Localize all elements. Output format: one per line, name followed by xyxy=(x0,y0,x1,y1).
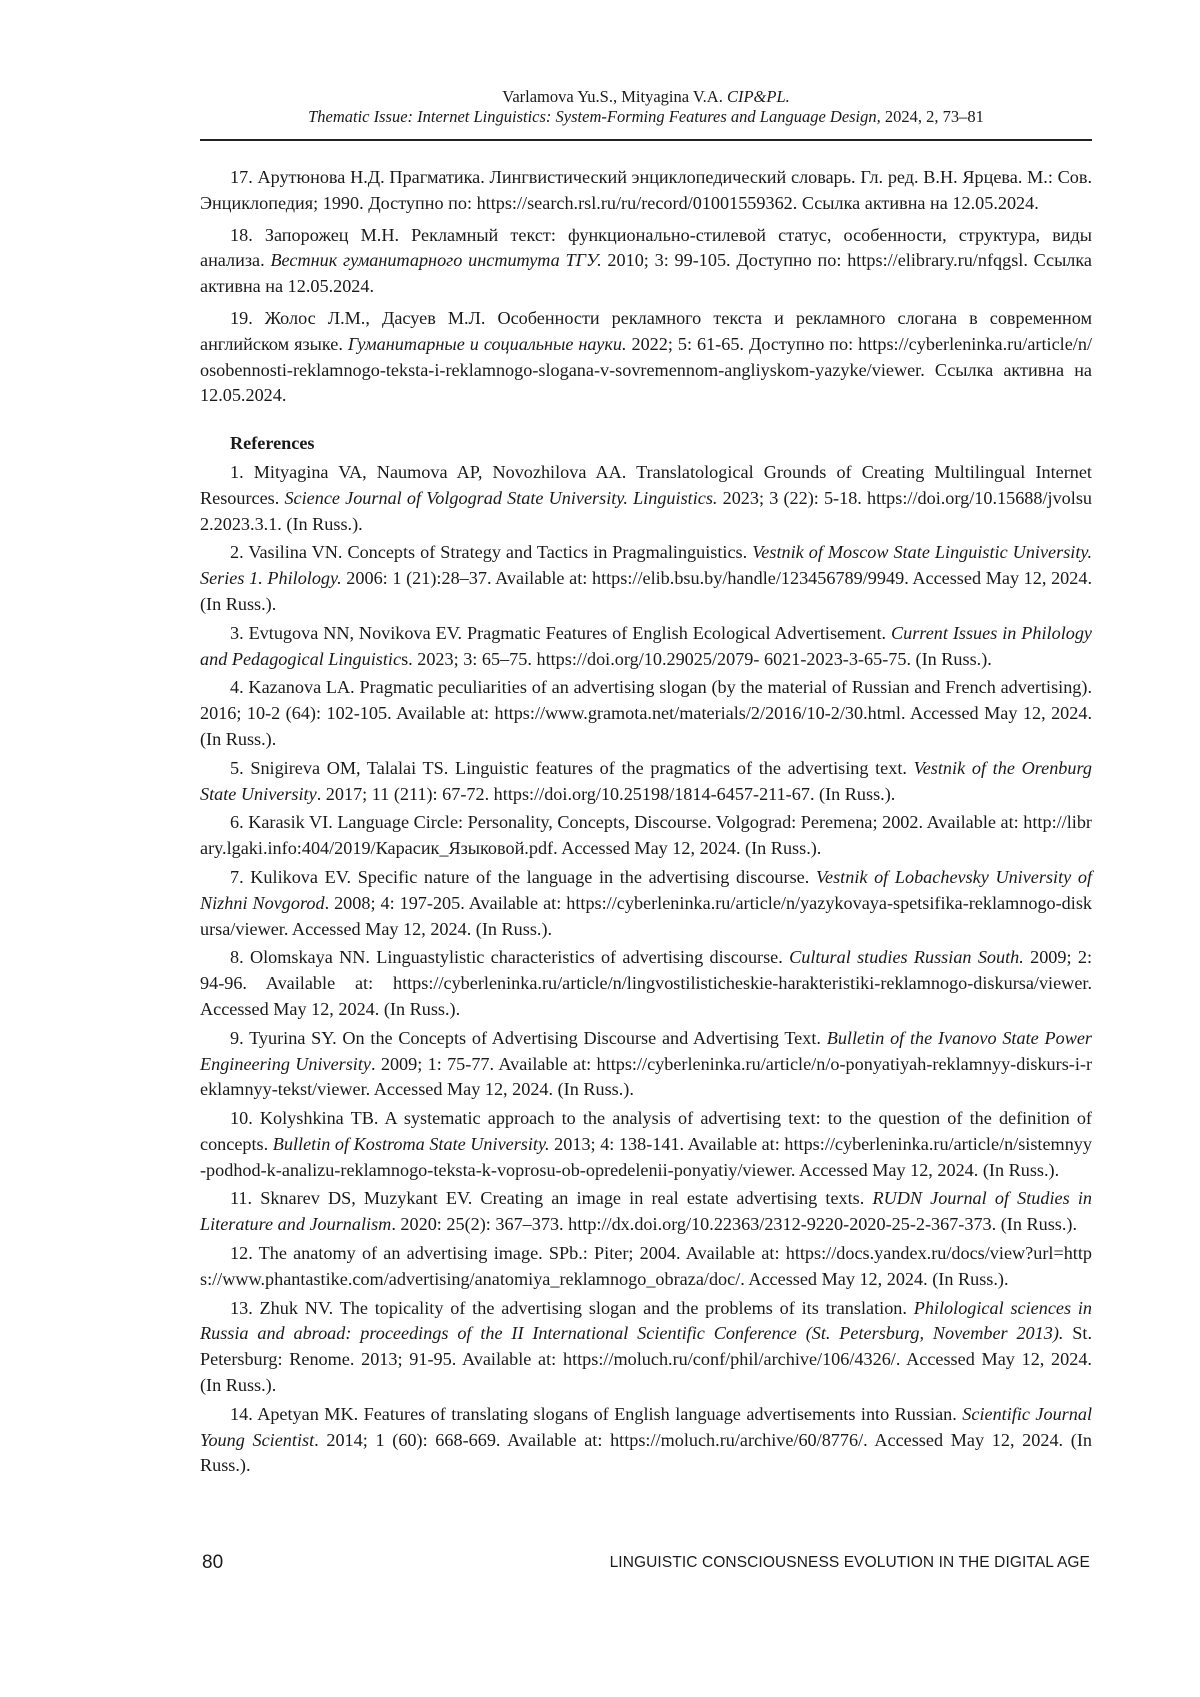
header-line-2 xyxy=(200,107,1092,127)
reference-link[interactable]: https://moluch.ru/conf/phil/archive/106/4326/ xyxy=(562,1349,896,1370)
reference-5: 5. Snigireva OM, Talalai TS. Linguistic features of the pragmatics of the advertising text. Vestnik of the Orenburg State University. 2017; 11 (211): 67-72. https://doi.org/10.25198/1814-6457-211-67. (In Russ.). xyxy=(200,757,1092,804)
reference-journal: Philological sciences in Russia and abroad: proceedings of the II International Scientific Conference (St. Petersburg, November 2013). xyxy=(200,1297,1092,1344)
running-title: LINGUISTIC CONSCIOUSNESS EVOLUTION IN THE DIGITAL AGE xyxy=(609,1554,1090,1571)
reference-journal: Science Journal of Volgograd State University. Linguistics. xyxy=(284,487,718,508)
reference-link[interactable]: https://search.rsl.ru/ru/record/01001559362 xyxy=(476,192,793,213)
header-volume: 2024, 2, 73–81 xyxy=(884,107,984,126)
reference-journal: Вестник гуманитарного института ТГУ. xyxy=(270,250,602,271)
page-footer xyxy=(200,1552,1092,1576)
reference-13: 13. Zhuk NV. The topicality of the advertising slogan and the problems of its translation. Philological sciences in Russia and abroad: proceedings of the II International Scientific Conference (St. Petersburg, November 2013). St. Petersburg: Renome. 2013; 91-95. Available at: https://moluch.ru/conf/phil/archive/106/4326/. Accessed May 12, 2024. (In Russ.). xyxy=(200,1297,1092,1396)
russian-reference-17: 17. Арутюнова Н.Д. Прагматика. Лингвистический энциклопедический словарь. Гл. ред. В.Н. Ярцева. М.: Сов. Энциклопедия; 1990. Доступно по: https://search.rsl.ru/ru/record/01001559362. Ссылка активна на 12.05.2024. xyxy=(200,167,1092,213)
reference-9: 9. Tyurina SY. On the Concepts of Advertising Discourse and Advertising Text. Bulletin of the Ivanovo State Power Engineering University. 2009; 1: 75-77. Available at: https://cyberleninka.ru/article/n/o-ponyatiyah-reklamnyy-diskurs-i-reklamnyy-tekst/viewer. Accessed May 12, 2024. (In Russ.). xyxy=(200,1027,1093,1100)
reference-journal: Bulletin of the Ivanovo State Power Engineering University xyxy=(200,1027,1092,1074)
reference-4: 4. Kazanova LA. Pragmatic peculiarities of an advertising slogan (by the material of Russian and French advertising). 2016; 10-2 (64): 102-105. Available at: https://www.gramota.net/materials/2/2016/10-2/30.html. Accessed May 12, 2024. (In Russ.). xyxy=(200,677,1092,749)
reference-link[interactable]: https://cyberleninka.ru/article/n/lingvostilisticheskie-harakteristiki-reklamnogo-diskursa/viewer xyxy=(392,973,1088,994)
reference-journal: Vestnik of Lobachevsky University of Nizhni Novgorod xyxy=(200,866,1092,913)
references-body xyxy=(200,165,1092,1479)
reference-link[interactable]: https://elibrary.ru/nfqgsl xyxy=(847,250,1024,271)
reference-link[interactable]: https://doi.org/10.15688/jvolsu2.2023.3.1 xyxy=(200,487,1092,534)
reference-link[interactable]: https://moluch.ru/archive/60/8776/ xyxy=(610,1429,864,1450)
reference-11: 11. Sknarev DS, Muzykant EV. Creating an image in real estate advertising texts. RUDN Journal of Studies in Literature and Journalism. 2020: 25(2): 367–373. http://dx.doi.org/10.22363/2312-9220-2020-25-2-367-373. (In Russ.). xyxy=(200,1188,1093,1235)
reference-10: 10. Kolyshkina TB. A systematic approach to the analysis of advertising text: to the question of the definition of concepts. Bulletin of Kostroma State University. 2013; 4: 138-141. Available at: https://cyberleninka.ru/article/n/sistemnyy-podhod-k-analizu-reklamnogo-teksta-k-voprosu-ob-opredelenii-ponyatiy/viewer. Accessed May 12, 2024. (In Russ.). xyxy=(200,1108,1092,1180)
reference-7: 7. Kulikova EV. Specific nature of the language in the advertising discourse. Vestnik of Lobachevsky University of Nizhni Novgorod. 2008; 4: 197-205. Available at: https://cyberleninka.ru/article/n/yazykovaya-spetsifika-reklamnogo-diskursa/viewer. Accessed May 12, 2024. (In Russ.). xyxy=(200,866,1093,939)
reference-journal: Scientific Journal Young Scientist xyxy=(200,1403,1092,1450)
reference-link[interactable]: https://doi.org/10.25198/1814-6457-211-67 xyxy=(493,783,810,804)
russian-reference-18: 18. Запорожец М.Н. Рекламный текст: функционально-стилевой статус, особенности, структура, виды анализа. Вестник гуманитарного института ТГУ. 2010; 3: 99-105. Доступно по: https://elibrary.ru/nfqgsl. Ссылка активна на 12.05.2024. xyxy=(200,224,1093,297)
reference-link[interactable]: https://doi.org/10.29025/2079- 6021-2023-3-65-75 xyxy=(536,648,907,669)
reference-link[interactable]: https://www.gramota.net/materials/2/2016/10-2/30.html xyxy=(494,703,901,724)
reference-journal: Vestnik of the Orenburg State University xyxy=(200,757,1092,804)
reference-journal: Current Issues in Philology and Pedagogical Linguistic xyxy=(200,622,1093,669)
reference-6: 6. Karasik VI. Language Circle: Personality, Concepts, Discourse. Volgograd: Peremena; 2002. Available at: http://library.lgaki.info:404/2019/Карасик_Языковой.pdf. Accessed May 12, 2024. (In Russ.). xyxy=(200,812,1092,859)
reference-8: 8. Olomskaya NN. Linguastylistic characteristics of advertising discourse. Cultural studies Russian South. 2009; 2: 94-96. Available at: https://cyberleninka.ru/article/n/lingvostilisticheskie-harakteristiki-reklamnogo-diskursa/viewer. Accessed May 12, 2024. (In Russ.). xyxy=(200,947,1092,1019)
reference-journal: Bulletin of Kostroma State University. xyxy=(272,1133,550,1154)
page-header xyxy=(200,87,1092,127)
header-line-1 xyxy=(200,87,1092,107)
reference-link[interactable]: https://docs.yandex.ru/docs/view?url=https://www.phantastike.com/advertising/anatomiya_reklamnogo_obraza/doc/ xyxy=(200,1243,1092,1289)
reference-link[interactable]: https://cyberleninka.ru/article/n/sistemnyy-podhod-k-analizu-reklamnogo-teksta-k-voprosu-ob-opredelenii-ponyatiy/viewer xyxy=(200,1133,1092,1180)
reference-link[interactable]: http://dx.doi.org/10.22363/2312-9220-2020-25-2-367-373 xyxy=(568,1214,992,1235)
reference-journal: Cultural studies Russian South. xyxy=(789,947,1024,968)
header-journal-abbr: CIP&PL. xyxy=(726,87,790,106)
page-number: 80 xyxy=(202,1552,224,1573)
header-issue: Thematic Issue: Internet Linguistics: System-Forming Features and Language Design, xyxy=(308,107,881,126)
reference-2: 2. Vasilina VN. Concepts of Strategy and Tactics in Pragmalinguistics. Vestnik of Moscow State Linguistic University. Series 1. Philology. 2006: 1 (21):28–37. Available at: https://elib.bsu.by/handle/123456789/9949. Accessed May 12, 2024. (In Russ.). xyxy=(200,542,1092,614)
reference-3: 3. Evtugova NN, Novikova EV. Pragmatic Features of English Ecological Advertisement. Current Issues in Philology and Pedagogical Linguistics. 2023; 3: 65–75. https://doi.org/10.29025/2079- 6021-2023-3-65-75. (In Russ.). xyxy=(200,622,1093,669)
reference-link[interactable]: https://cyberleninka.ru/article/n/yazykovaya-spetsifika-reklamnogo-diskursa/viewer xyxy=(200,892,1093,939)
reference-journal: Vestnik of Moscow State Linguistic University. Series 1. Philology. xyxy=(200,542,1092,589)
header-divider xyxy=(200,139,1092,141)
russian-reference-19: 19. Жолос Л.М., Дасуев М.Л. Особенности рекламного текста и рекламного слогана в современном английском языке. Гуманитарные и социальные науки. 2022; 5: 61-65. Доступно по: https://cyberleninka.ru/article/n/osobennosti-reklamnogo-teksta-i-reklamnogo-slogana-v-sovremennom-angliyskom-yazyke/viewer. Ссылка активна на 12.05.2024. xyxy=(200,307,1092,406)
reference-1: 1. Mityagina VA, Naumova AP, Novozhilova AA. Translatological Grounds of Creating Multilingual Internet Resources. Science Journal of Volgograd State University. Linguistics. 2023; 3 (22): 5-18. https://doi.org/10.15688/jvolsu2.2023.3.1. (In Russ.). xyxy=(200,461,1092,534)
reference-journal: Гуманитарные и социальные науки. xyxy=(347,333,627,354)
references-heading: References xyxy=(230,433,315,454)
reference-link[interactable]: https://elib.bsu.by/handle/123456789/9949 xyxy=(591,568,905,589)
reference-link[interactable]: https://cyberleninka.ru/article/n/osobennosti-reklamnogo-teksta-i-reklamnogo-slogana-v-sovremennom-angliyskom-yazyke/viewer xyxy=(200,333,1092,380)
reference-12: 12. The anatomy of an advertising image. SPb.: Piter; 2004. Available at: https://docs.yandex.ru/docs/view?url=https://www.phantastike.com/advertising/anatomiya_reklamnogo_obraza/doc/. Accessed May 12, 2024. (In Russ.). xyxy=(200,1243,1092,1289)
reference-link[interactable]: http://library.lgaki.info:404/2019/Карасик_Языковой.pdf xyxy=(200,812,1092,859)
header-authors: Varlamova Yu.S., Mityagina V.A. xyxy=(502,87,723,106)
reference-14: 14. Apetyan MK. Features of translating slogans of English language advertisements into Russian. Scientific Journal Young Scientist. 2014; 1 (60): 668-669. Available at: https://moluch.ru/archive/60/8776/. Accessed May 12, 2024. (In Russ.). xyxy=(200,1403,1092,1476)
reference-journal: RUDN Journal of Studies in Literature and Journalism xyxy=(200,1188,1093,1235)
reference-link[interactable]: https://cyberleninka.ru/article/n/o-ponyatiyah-reklamnyy-diskurs-i-reklamnyy-tekst/viewer xyxy=(200,1053,1093,1100)
